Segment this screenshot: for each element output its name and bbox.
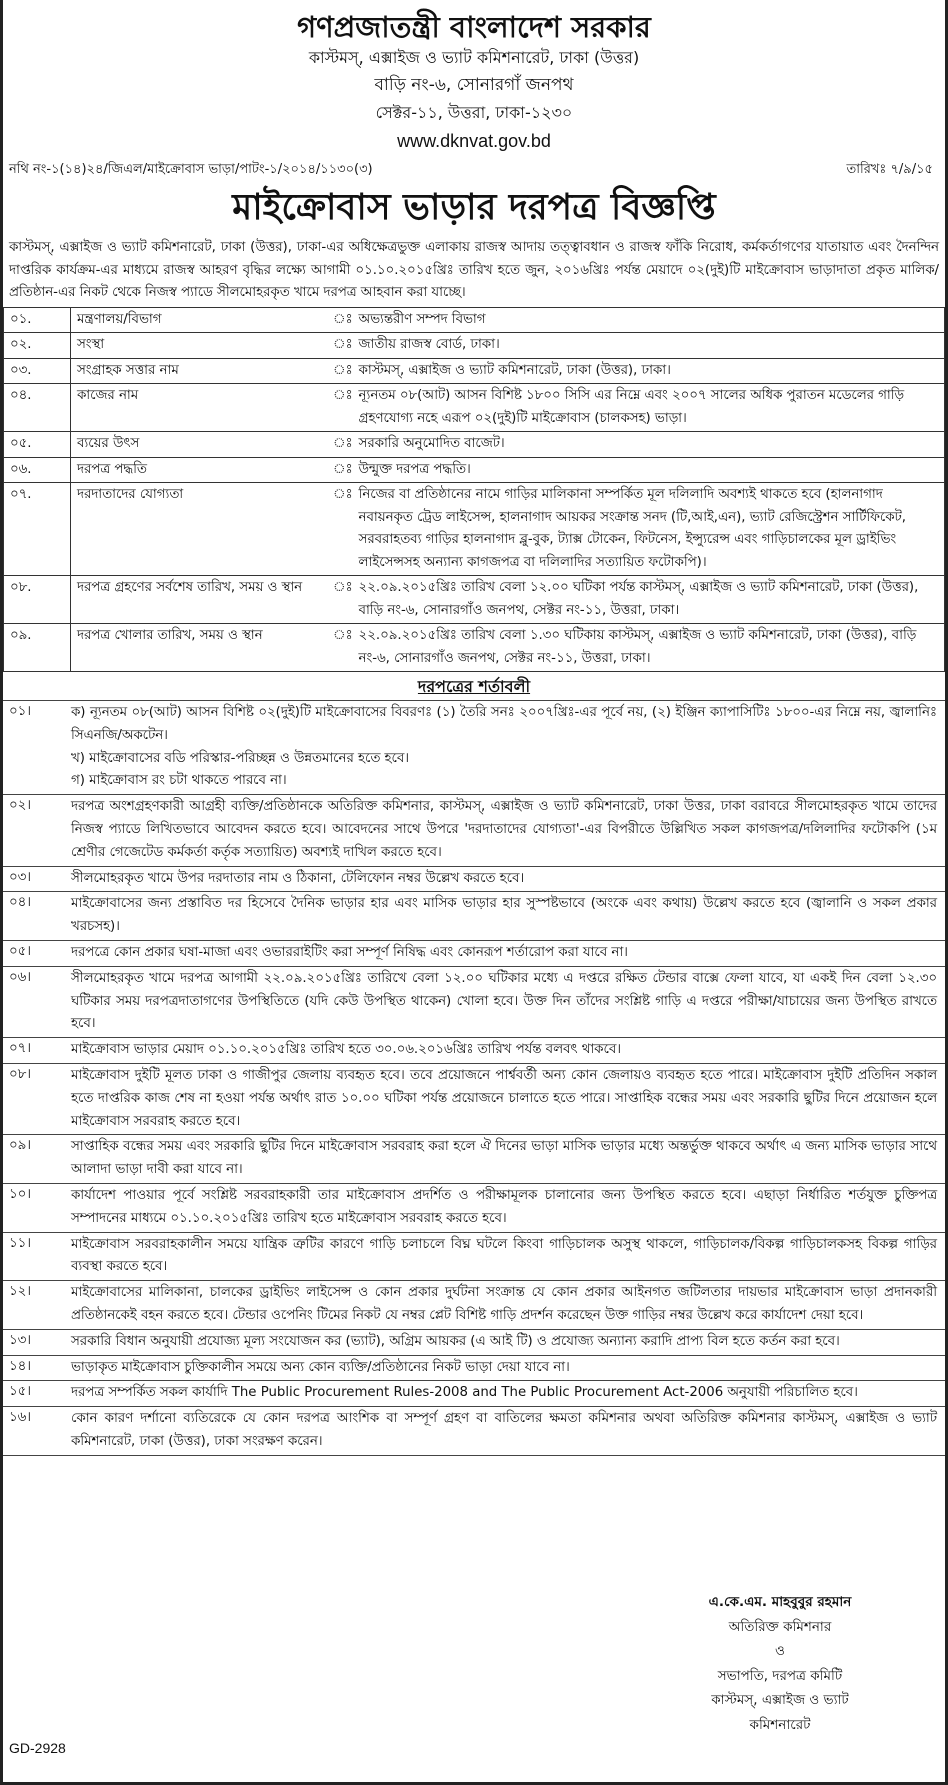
condition-text: ক) ন্যূনতম ০৮(আট) আসন বিশিষ্ট ০২(দুই)টি মাইক্রোবাসের বিবরণঃ (১) তৈরি সনঃ ২০০৭খ্রিঃ-এর পূর্বে নয়, (২) ইঞ্জিন ক্যাপাসিটিঃ ১৮০০-এর নিম্নে নয়, জ্বালানিঃ সিএনজি/অকটেন। খ) মাইক্রোবাসের বডি পরিস্কার-পরিচ্ছন্ন ও উন্নতমানের হতে হবে। গ) মাইক্রোবাস রং চটা থাকতে পারবে না। [71,705,937,789]
condition-number: ০৩। [9,869,32,885]
condition-item [3,891,945,940]
office-name: কাস্টমস্, এক্সাইজ ও ভ্যাট কমিশনারেট, ঢাকা (উত্তর) [308,48,640,67]
conditions-list [3,700,945,1456]
info-row-label: দরদাতাদের যোগ্যতা [71,483,334,576]
notice-title: মাইক্রোবাস ভাড়ার দরপত্র বিজ্ঞপ্তি [232,187,716,228]
condition-text: দরপত্র সম্পর্কিত সকল কার্যাদি The Public Procurement Rules-2008 and The Public Procurement Act-2006 অনুযায়ী পরিচালিত হবে। [71,1385,858,1401]
file-number: নথি নং-১(১৪)২৪/জিএল/মাইক্রোবাস ভাড়া/পাটং-১/২০১৪/১১৩০(৩) [9,162,373,177]
info-row-number: ০৭. [4,483,71,576]
condition-number: ০৮। [9,1066,32,1082]
info-row-value: নিজের বা প্রতিষ্ঠানের নামে গাড়ির মালিকানা সম্পর্কিত মূল দলিলাদি অবশ্যই থাকতে হবে (হালনাগাদ নবায়নকৃত ট্রেড লাইসেন্স, হালনাগাদ আয়কর সংক্রান্ত সনদ (টি,আই,এন), ভ্যাট রেজিস্ট্রেশন সার্টিফিকেট, সরবরাহতব্য গাড়ির হালনাগাদ ব্লু-বুক, ট্যাক্স টোকেন, ফিটনেস, ইন্স্যুরেন্স এবং গাড়িচালকের মূল ড্রাইভিং লাইসেন্সসহ অন্যান্য কাগজপত্র বা দলিলাদির সত্যায়িত ফটোকপি)। [353,483,945,576]
condition-text: সাপ্তাহিক বন্ধের সময় এবং সরকারি ছুটির দিনে মাইক্রোবাস সরবরাহ করা হলে ঐ দিনের ভাড়া মাসিক ভাড়ার মধ্যে অন্তর্ভুক্ত থাকবে অর্থাৎ এ জন্য মাসিক ভাড়ার সাথে আলাদা ভাড়া দাবী করা যাবে না। [71,1139,937,1178]
condition-item [3,1280,945,1329]
condition-text: মাইক্রোবাস দুইটি মূলত ঢাকা ও গাজীপুর জেলায় ব্যবহৃত হবে। তবে প্রয়োজনে পার্শ্ববর্তী অন্য কোন জেলায়ও ব্যবহৃত হতে পারে। মাইক্রোবাস দুইটি প্রতিদিন সকাল হতে দাপ্তরিক কাজ শেষ না হওয়া পর্যন্ত অর্থাৎ রাত ১০.০০ ঘটিকা পর্যন্ত প্রয়োজনে চালাতে হতে পারে। সাপ্তাহিক বন্ধের সময় এবং সরকারি ছুটির দিনে প্রয়োজন হলে মাইক্রোবাস সরবরাহ করতে হবে। [71,1067,937,1129]
letterhead [3,0,945,155]
condition-text: সরকারি বিধান অনুযায়ী প্রযোজ্য মূল্য সংযোজন কর (ভ্যাট), অগ্রিম আয়কর (এ আই টি) ও প্রযোজ্য অন্যান্য করাদি প্রাপ্য বিল হতে কর্তন করা হবে। [71,1333,840,1349]
signatory-designation: অতিরিক্ত কমিশনার [728,1618,832,1635]
info-row-number: ০৩. [4,358,71,384]
reference-line [3,155,945,179]
info-row-label: ব্যয়ের উৎস [71,432,334,458]
info-row [4,333,945,359]
info-row-number: ০৬. [4,457,71,483]
condition-item [3,866,945,892]
notice-date: তারিখঃ ৭/৯/১৫ [846,162,933,177]
signature-block [655,1590,905,1737]
info-row-colon: ঃ [333,483,353,576]
info-row-label: সংস্থা [71,333,334,359]
condition-number: ১০। [9,1186,32,1202]
info-row-colon: ঃ [333,432,353,458]
info-row-label: মন্ত্রণালয়/বিভাগ [71,307,334,333]
info-row [4,358,945,384]
info-row-label: দরপত্র খোলার তারিখ, সময় ও স্থান [71,624,334,672]
info-row-value: ২২.০৯.২০১৫খ্রিঃ তারিখ বেলা ১২.০০ ঘটিকা পর্যন্ত কাস্টমস্, এক্সাইজ ও ভ্যাট কমিশনারেট, ঢাকা (উত্তর), বাড়ি নং-৬, সোনারগাঁও জনপথ, সেক্টর নং-১১, উত্তরা, ঢাকা। [353,576,945,624]
info-row-value: ২২.০৯.২০১৫খ্রিঃ তারিখ বেলা ১.৩০ ঘটিকায় কাস্টমস্, এক্সাইজ ও ভ্যাট কমিশনারেট, ঢাকা (উত্তর), বাড়ি নং-৬, সোনারগাঁও জনপথ, সেক্টর নং-১১, উত্তরা, ঢাকা। [353,624,945,672]
info-row-number: ০৫. [4,432,71,458]
condition-number: ০৬। [9,969,32,985]
condition-text: সীলমোহরকৃত খামে উপর দরদাতার নাম ও ঠিকানা, টেলিফোন নম্বর উল্লেখ করতে হবে। [71,870,525,886]
signatory-role: সভাপতি, দরপত্র কমিটি [717,1667,843,1684]
info-row-number: ০৪. [4,384,71,432]
signatory-office-line2: কমিশনারেট [749,1716,811,1733]
info-row-number: ০২. [4,333,71,359]
info-row-value: অভ্যন্তরীণ সম্পদ বিভাগ [353,307,945,333]
conditions-title: দরপত্রের শর্তাবলী [417,677,531,696]
info-row-label: সংগ্রাহক সত্তার নাম [71,358,334,384]
info-row [4,624,945,672]
condition-text: সীলমোহরকৃত খামে দরপত্র আগামী ২২.০৯.২০১৫খ্রিঃ তারিখে বেলা ১২.০০ ঘটিকার মধ্যে এ দপ্তরে রক্ষিত টেন্ডার বাক্সে ফেলা যাবে, যা একই দিন বেলা ১২.৩০ ঘটিকার সময় দরপত্রদাতাগণের উপস্থিতিতে (যদি কেউ উপস্থিত থাকেন) খোলা হবে। উক্ত দিন তাঁদের সংশ্লিষ্ট গাড়ি এ দপ্তরে পরীক্ষা/যাচায়ের জন্য উপস্থিত রাখতে হবে। [71,970,937,1032]
condition-item [3,966,945,1037]
condition-item [3,1232,945,1281]
info-row-value: উন্মুক্ত দরপত্র পদ্ধতি। [353,457,945,483]
office-address-line2: সেক্টর-১১, উত্তরা, ঢাকা-১২৩০ [375,103,573,122]
info-row [4,432,945,458]
condition-item [3,1329,945,1355]
condition-text: ভাড়াকৃত মাইক্রোবাস চুক্তিকালীন সময়ে অন্য কোন ব্যক্তি/প্রতিষ্ঠানের নিকট ভাড়া দেয়া যাবে না। [71,1359,570,1375]
condition-item [3,1183,945,1232]
info-row-label: কাজের নাম [71,384,334,432]
info-row-label: দরপত্র গ্রহণের সর্বশেষ তারিখ, সময় ও স্থান [71,576,334,624]
condition-text: মাইক্রোবাসের জন্য প্রস্তাবিত দর হিসেবে দৈনিক ভাড়ার হার এবং মাসিক ভাড়ার হার সুস্পষ্টভাবে (অংকে এবং কথায়) উল্লেখ করতে হবে (জ্বালানি ও সকল প্রকার খরচসহ)। [71,896,937,935]
info-row-colon: ঃ [333,624,353,672]
condition-number: ০৪। [9,895,32,911]
condition-text: কোন কারণ দর্শানো ব্যতিরেকে যে কোন দরপত্র আংশিক বা সম্পূর্ণ গ্রহণ বা বাতিলের ক্ষমতা কমিশনার অথবা অতিরিক্ত কমিশনার কাস্টমস্, এক্সাইজ ও ভ্যাট কমিশনারেট, ঢাকা (উত্তর), ঢাকা সংরক্ষণ করেন। [71,1411,937,1449]
info-row [4,483,945,576]
signatory-and: ও [775,1643,785,1659]
condition-item [3,940,945,966]
info-row-colon: ঃ [333,333,353,359]
info-row-colon: ঃ [333,457,353,483]
info-row-value: কাস্টমস্, এক্সাইজ ও ভ্যাট কমিশনারেট, ঢাকা (উত্তর), ঢাকা। [353,358,945,384]
condition-number: ১৬। [9,1410,32,1426]
signatory-name: এ.কে.এম. মাহবুবুর রহমান [708,1594,852,1610]
info-row-colon: ঃ [333,384,353,432]
condition-text: মাইক্রোবাস সরবরাহকালীন সময়ে যান্ত্রিক ত্রুটির কারণে গাড়ি চলাচলে বিঘ্ন ঘটলে কিংবা গাড়িচালক অসুস্থ থাকলে, গাড়িচালক/বিকল্প গাড়িচালকসহ বিকল্প গাড়ির ব্যবস্থা করতে হবে। [71,1236,937,1275]
info-row-number: ০১. [4,307,71,333]
condition-number: ১৩। [9,1332,32,1348]
condition-item [3,1134,945,1183]
info-row-value: জাতীয় রাজস্ব বোর্ড, ঢাকা। [353,333,945,359]
condition-number: ০৯। [9,1138,32,1154]
info-row-value: সরকারি অনুমোদিত বাজেট। [353,432,945,458]
condition-text: দরপত্রে কোন প্রকার ঘষা-মাজা এবং ওভাররাইটিং করা সম্পূর্ণ নিষিদ্ধ এবং কোনরূপ শর্তারোপ করা যাবে না। [71,944,628,960]
info-row-value: ন্যূনতম ০৮(আট) আসন বিশিষ্ট ১৮০০ সিসি এর নিম্নে এবং ২০০৭ সালের অধিক পুরাতন মডেলের গাড়ি গ্রহণযোগ্য নহে এরূপ ০২(দুই)টি মাইক্রোবাস (চালকসহ) ভাড়া। [353,384,945,432]
condition-item [3,1355,945,1381]
info-row [4,307,945,333]
info-row-colon: ঃ [333,307,353,333]
condition-item [3,794,945,865]
condition-number: ০২। [9,798,32,814]
office-address-line1: বাড়ি নং-৬, সোনারগাঁ জনপথ [374,75,574,95]
condition-item [3,1380,945,1406]
condition-item [3,700,945,794]
info-row-number: ০৯. [4,624,71,672]
info-row-colon: ঃ [333,358,353,384]
condition-text: মাইক্রোবাস ভাড়ার মেয়াদ ০১.১০.২০১৫খ্রিঃ তারিখ হতে ৩০.০৬.২০১৬খ্রিঃ তারিখ পর্যন্ত বলবৎ থাকবে। [71,1042,621,1058]
condition-text: কার্যাদেশ পাওয়ার পূর্বে সংশ্লিষ্ট সরবরাহকারী তার মাইক্রোবাস প্রদর্শিত ও পরীক্ষামূলক চালানোর জন্য উপস্থিত করতে হবে। এছাড়া নির্ধারিত শর্তযুক্ত চুক্তিপত্র সম্পাদনের মাধ্যমে ০১.১০.২০১৫খ্রিঃ তারিখ হতে মাইক্রোবাস সরবরাহ করতে হবে। [71,1187,937,1226]
condition-number: ১৫। [9,1384,32,1400]
condition-number: ০৭। [9,1041,32,1057]
info-row-number: ০৮. [4,576,71,624]
condition-text: দরপত্র অংশগ্রহণকারী আগ্রহী ব্যক্তি/প্রতিষ্ঠানকে অতিরিক্ত কমিশনার, কাস্টমস্, এক্সাইজ ও ভ্যাট কমিশনারেট, ঢাকা উত্তর, ঢাকা বরাবরে সীলমোহরকৃত খামে তাদের নিজস্ব প্যাডে লিখিতভাবে আবেদন করতে হবে। আবেদনের সাথে উপরে 'দরদাতাদের যোগ্যতা'-এর বিপরীতে উল্লিখিত সকল কাগজপত্র/দলিলাদির ফটোকপি (১ম শ্রেণীর গেজেটেড কর্মকর্তা কর্তৃক সত্যায়িত) অবশ্যই দাখিল করতে হবে। [71,799,937,860]
tender-info-table [3,307,945,673]
condition-item [3,1063,945,1134]
website: www.dknvat.gov.bd [397,131,551,151]
condition-number: ১১। [9,1235,32,1251]
condition-number: ১৪। [9,1358,32,1374]
govt-title: গণপ্রজাতন্ত্রী বাংলাদেশ সরকার [297,10,651,44]
signatory-office-line1: কাস্টমস্, এক্সাইজ ও ভ্যাট [711,1692,849,1708]
info-row [4,384,945,432]
condition-item [3,1037,945,1063]
info-row-label: দরপত্র পদ্ধতি [71,457,334,483]
condition-number: ০১। [9,704,32,719]
footer-code: GD-2928 [9,1740,66,1756]
condition-item [3,1406,945,1456]
intro-paragraph: কাস্টমস্, এক্সাইজ ও ভ্যাট কমিশনারেট, ঢাকা (উত্তর), ঢাকা-এর অধিক্ষেত্রভুক্ত এলাকায় রাজস্ব আদায় তত্ত্বাবধান ও রাজস্ব ফাঁকি নিরোধ, কর্মকর্তাগণের যাতায়াত এবং দৈনন্দিন দাপ্তরিক কার্যক্রম-এর মাধ্যমে রাজস্ব আহরণ বৃদ্ধির লক্ষ্যে আগামী ০১.১০.২০১৫খ্রিঃ তারিখ হতে জুন, ২০১৬খ্রিঃ পর্যন্ত মেয়াদে ০২(দুই)টি মাইক্রোবাস ভাড়াদাতা প্রকৃত মালিক/প্রতিষ্ঠান-এর নিকট থেকে নিজস্ব প্যাডে সীলমোহরকৃত খামে দরপত্র আহবান করা যাচ্ছে। [9,240,939,300]
condition-number: ১২। [9,1284,32,1300]
condition-text: মাইক্রোবাসের মালিকানা, চালকের ড্রাইভিং লাইসেন্স ও কোন প্রকার দুর্ঘটনা সংক্রান্ত যে কোন প্রকার আইনগত জটিলতার দায়ভার মাইক্রোবাস ভাড়া প্রদানকারী প্রতিষ্ঠানকেই বহন করতে হবে। টেন্ডার ওপেনিং টিমের নিকট যে নম্বর প্লেট বিশিষ্ট গাড়ি প্রদর্শন করেছেন উক্ত গাড়ির নম্বর উল্লেখ করে কার্যাদেশ দেয়া হবে। [71,1285,937,1323]
info-row [4,576,945,624]
info-row-colon: ঃ [333,576,353,624]
condition-number: ০৫। [9,943,32,959]
info-row [4,457,945,483]
